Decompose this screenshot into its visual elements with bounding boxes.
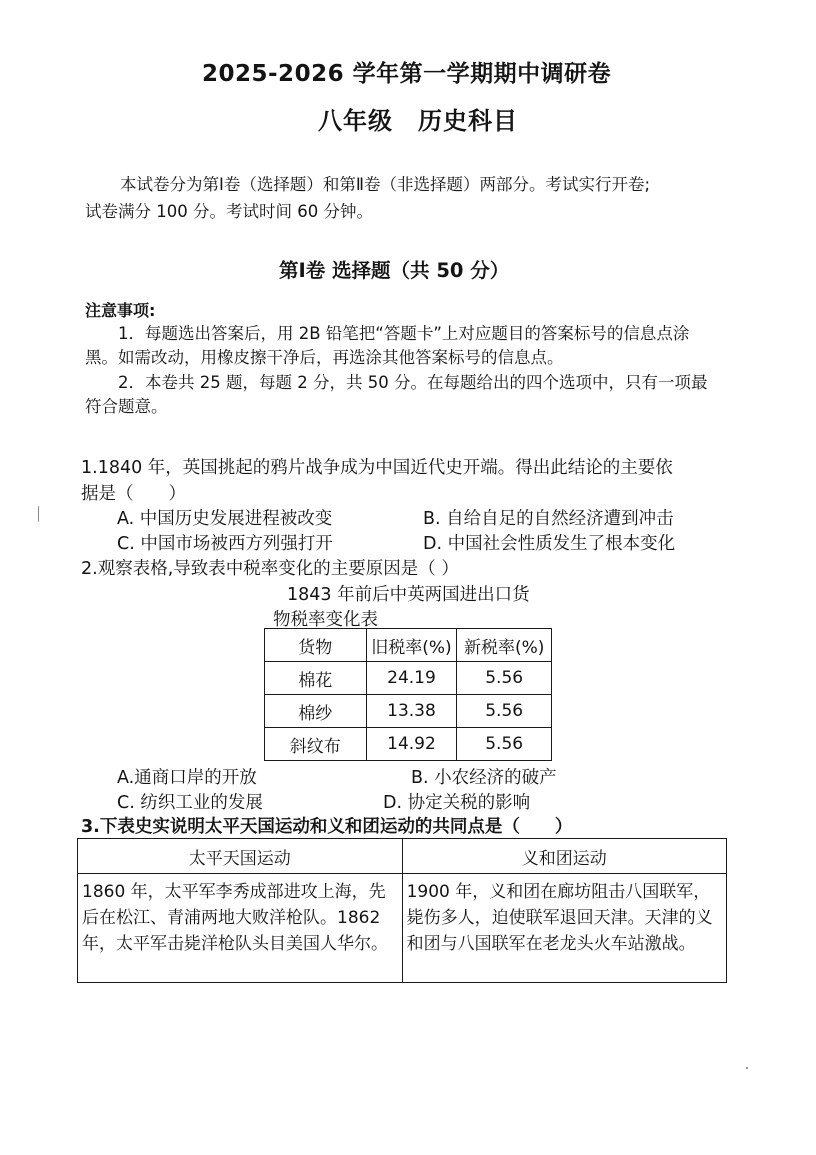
table-cell: 5.56 <box>457 728 552 761</box>
question-1-option-b: B. 自给自足的自然经济遭到冲击 <box>423 509 674 529</box>
table-cell: 24.19 <box>366 662 457 695</box>
question-3-stem: 3.下表史实说明太平天国运动和义和团运动的共同点是（ ） <box>81 817 573 837</box>
table-row <box>265 695 552 728</box>
intro-line-2: 试卷满分 100 分。考试时间 60 分钟。 <box>85 202 373 221</box>
question-2-stem: 2.观察表格,导致表中税率变化的主要原因是（ ） <box>81 559 459 579</box>
note-1-line-2: 黑。如需改动，用橡皮擦干净后，再选涂其他答案标号的信息点。 <box>85 348 564 367</box>
question-2-option-b: B. 小农经济的破产 <box>411 768 557 788</box>
taiping-cell: 1860 年，太平军李秀成部进攻上海，先后在松江、青浦两地大败洋枪队。1862 年，太平军击毙洋枪队头目美国人华尔。 <box>78 874 403 983</box>
margin-mark <box>38 506 41 522</box>
question-2-option-c: C. 纺织工业的发展 <box>117 793 263 813</box>
question-1-option-d: D. 中国社会性质发生了根本变化 <box>423 534 676 554</box>
table-cell: 斜纹布 <box>265 728 367 761</box>
note-1-line-1: 1．每题选出答案后，用 2B 铅笔把“答题卡”上对应题目的答案标号的信息点涂 <box>118 324 690 343</box>
tax-table-caption-line-2: 物税率变化表 <box>273 610 378 630</box>
table-header-cell: 新税率(%) <box>457 629 552 662</box>
table-header-cell: 义和团运动 <box>402 839 726 874</box>
tax-rate-table <box>264 628 552 761</box>
question-1-stem-line-1: 1.1840 年，英国挑起的鸦片战争成为中国近代史开端。得出此结论的主要依 <box>81 458 673 478</box>
table-cell: 棉花 <box>265 662 367 695</box>
question-2-option-d: D. 协定关税的影响 <box>383 793 531 813</box>
tax-table-caption-line-1: 1843 年前后中英两国进出口货 <box>287 585 530 605</box>
exam-title: 2025-2026 学年第一学期期中调研卷 <box>202 61 612 87</box>
intro-line-1: 本试卷分为第Ⅰ卷（选择题）和第Ⅱ卷（非选择题）两部分。考试实行开卷; <box>120 175 651 194</box>
scan-speck <box>746 1067 748 1069</box>
table-header-cell: 旧税率(%) <box>366 629 457 662</box>
section-title: 第Ⅰ卷 选择题（共 50 分） <box>279 259 510 282</box>
notes-heading: 注意事项: <box>85 301 156 320</box>
boxer-cell: 1900 年，义和团在廊坊阻击八国联军，毙伤多人，迫使联军退回天津。天津的义和团与八国联军在老龙头火车站激战。 <box>402 874 726 983</box>
table-header-row <box>265 629 552 662</box>
exam-subtitle: 八年级 历史科目 <box>318 107 518 135</box>
table-row <box>265 728 552 761</box>
question-1-option-c: C. 中国市场被西方列强打开 <box>117 534 333 554</box>
table-cell: 13.38 <box>366 695 457 728</box>
table-cell: 棉纱 <box>265 695 367 728</box>
table-header-cell: 太平天国运动 <box>78 839 403 874</box>
question-1-option-a: A. 中国历史发展进程被改变 <box>117 509 333 529</box>
table-header-row <box>78 839 727 874</box>
table-row <box>78 874 727 983</box>
note-2-line-1: 2．本卷共 25 题，每题 2 分，共 50 分。在每题给出的四个选项中，只有一项最 <box>118 373 708 392</box>
question-2-option-a: A.通商口岸的开放 <box>117 768 257 788</box>
history-compare-table <box>77 838 727 983</box>
note-2-line-2: 符合题意。 <box>85 397 168 416</box>
table-cell: 5.56 <box>457 695 552 728</box>
question-1-stem-line-2: 据是（ ） <box>81 484 186 504</box>
table-header-cell: 货物 <box>265 629 367 662</box>
table-row <box>265 662 552 695</box>
table-cell: 5.56 <box>457 662 552 695</box>
table-cell: 14.92 <box>366 728 457 761</box>
